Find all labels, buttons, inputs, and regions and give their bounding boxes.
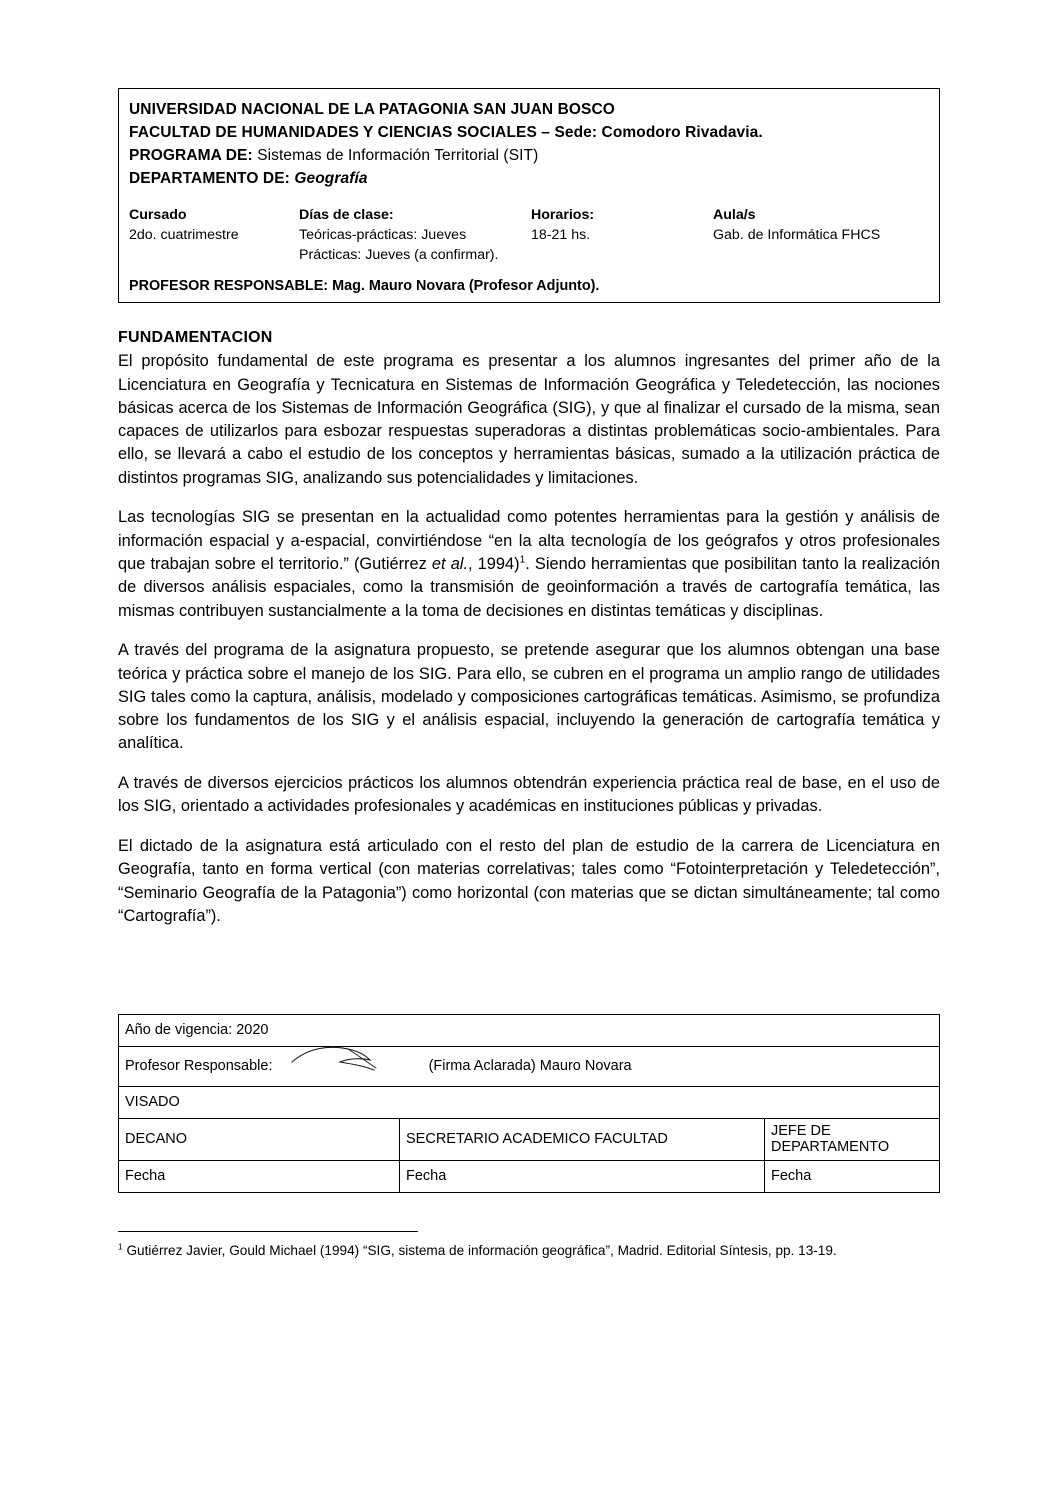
faculty-name: FACULTAD DE HUMANIDADES Y CIENCIAS SOCIALES – Sede: Comodoro Rivadavia. <box>129 123 763 141</box>
course-header-box <box>118 88 940 303</box>
signature-row-year <box>119 1015 940 1047</box>
schedule-label-dias: Días de clase: <box>299 206 394 223</box>
professor-signature-cell <box>119 1047 940 1087</box>
validity-year-cell: Año de vigencia: 2020 <box>119 1015 940 1047</box>
paragraph-2-part-c: . Siendo herramientas que posibilitan tanto la realización de diversos análisis espaciales, como la transmisión de geoinformación a través de cartografía temática, las mismas contribuyen sustancialmente a la toma de decisiones en distintas temáticas y disciplinas. <box>118 554 940 620</box>
professor-responsible-label: Profesor Responsable: <box>125 1058 273 1075</box>
department-label: DEPARTAMENTO DE: <box>129 169 290 187</box>
schedule-value-dias-1: Teóricas-prácticas: Jueves <box>299 226 467 243</box>
document-content <box>118 88 940 1261</box>
schedule-values-row <box>129 225 929 265</box>
visado-cell: VISADO <box>119 1087 940 1119</box>
section-title-fundamentacion: FUNDAMENTACION <box>118 329 273 347</box>
paragraph-5: El dictado de la asignatura está articulado con el resto del plan de estudio de la carrera de Licenciatura en Geografía, tanto en forma vertical (con materias correlativas; tales como “Fotointerpretación y Teledetección”, “Seminario Geografía de la Patagonia”) como horizontal (con materias que se dictan simultáneamente; tal como “Cartografía”). <box>118 837 940 926</box>
footnote-divider <box>118 1231 418 1232</box>
footnote-number: 1 <box>118 1241 123 1252</box>
role-jefe-departamento: JEFE DE DEPARTAMENTO <box>765 1119 940 1161</box>
role-secretario: SECRETARIO ACADEMICO FACULTAD <box>400 1119 765 1161</box>
signature-block <box>118 1014 940 1193</box>
footnote-marker-inline: 1 <box>519 554 526 566</box>
schedule-label-cursado: Cursado <box>129 206 187 223</box>
paragraph-2 <box>118 506 940 622</box>
university-name: UNIVERSIDAD NACIONAL DE LA PATAGONIA SAN JUAN BOSCO <box>129 101 615 118</box>
schedule-label-horarios: Horarios: <box>531 206 595 223</box>
schedule-value-aulas: Gab. de Informática FHCS <box>713 226 881 243</box>
schedule-value-dias <box>299 225 531 265</box>
signature-row-dates <box>119 1161 940 1193</box>
schedule-value-cursado: 2do. cuatrimestre <box>129 226 239 243</box>
schedule-value-horarios: 18-21 hs. <box>531 226 591 243</box>
date-secretario: Fecha <box>400 1161 765 1193</box>
professor-clarified-name: (Firma Aclarada) Mauro Novara <box>428 1058 632 1075</box>
header-spacer <box>129 191 929 205</box>
paragraph-2-part-a: Las tecnologías SIG se presentan en la actualidad como potentes herramientas para la gestión y análisis de información espacial y a-espacial, convirtiéndose “en la alta tecnología de los geógrafos y otros profesionales que trabajan sobre el territorio.” (Gutiérrez <box>118 508 940 573</box>
paragraph-2-part-b: , 1994) <box>468 554 520 573</box>
date-jefe-departamento: Fecha <box>765 1161 940 1193</box>
schedule-value-dias-2: Prácticas: Jueves (a confirmar). <box>299 247 499 264</box>
signature-row-visado <box>119 1087 940 1119</box>
signature-row-professor <box>119 1047 940 1087</box>
signature-row-roles <box>119 1119 940 1161</box>
program-line <box>129 145 929 168</box>
role-decano: DECANO <box>119 1119 400 1161</box>
course-schedule-table <box>129 205 929 265</box>
schedule-label-aulas: Aula/s <box>713 206 756 223</box>
footnote-text <box>118 1241 940 1261</box>
department-line <box>129 168 929 191</box>
schedule-labels-row <box>129 205 929 225</box>
signature-table <box>118 1014 940 1193</box>
professor-responsible: PROFESOR RESPONSABLE: Mag. Mauro Novara (Profesor Adjunto). <box>129 278 600 295</box>
date-decano: Fecha <box>119 1161 400 1193</box>
department-value: Geografía <box>294 169 368 187</box>
footnote-citation: Gutiérrez Javier, Gould Michael (1994) “SIG, sistema de información geográfica”, Madrid. Editorial Síntesis, pp. 13-19. <box>126 1243 837 1259</box>
paragraph-2-italic: et al. <box>431 554 469 573</box>
paragraph-1: El propósito fundamental de este programa es presentar a los alumnos ingresantes del primer año de la Licenciatura en Geografía y Tecnicatura en Sistemas de Información Geográfica y Teledetección, las nociones básicas acerca de los Sistemas de Información Geográfica (SIG), y que al finalizar el cursado de la misma, sean capaces de utilizarlos para esbozar respuestas superadoras a distintas problemáticas socio-ambientales. Para ello, se llevará a cabo el estudio de los conceptos y herramientas básicas, sumado a la utilización práctica de distintos programas SIG, analizando sus potencialidades y limitaciones. <box>118 352 940 487</box>
paragraph-4: A través de diversos ejercicios prácticos los alumnos obtendrán experiencia práctica real de base, en el uso de los SIG, orientado a actividades profesionales y académicas en instituciones públicas y privadas. <box>118 774 940 816</box>
paragraph-3: A través del programa de la asignatura propuesto, se pretende asegurar que los alumnos obtengan una base teórica y práctica sobre el manejo de los SIG. Para ello, se cubren en el programa un amplio rango de utilidades SIG tales como la captura, análisis, modelado y composiciones cartográficas temáticas. Asimismo, se profundiza sobre los fundamentos de los SIG y el análisis espacial, incluyendo la generación de cartografía temática y analítica. <box>118 641 940 753</box>
program-label: PROGRAMA DE: <box>129 146 253 164</box>
footnote-area <box>118 1231 940 1261</box>
program-value: Sistemas de Información Territorial (SIT) <box>257 146 539 164</box>
